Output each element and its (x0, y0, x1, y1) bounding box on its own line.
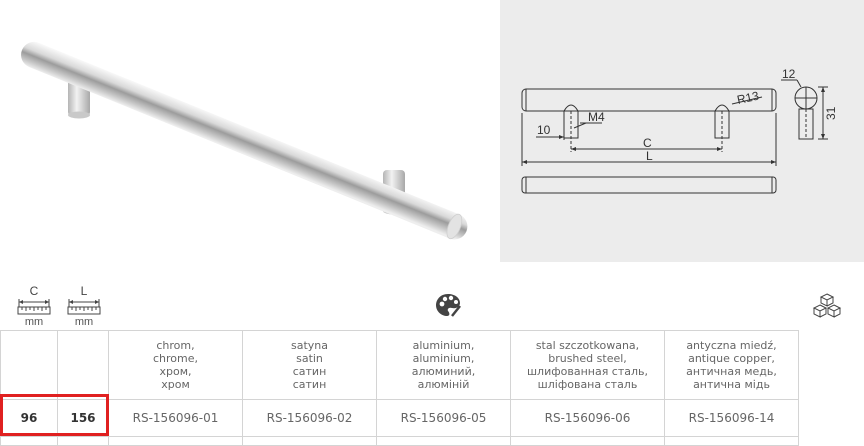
finish-label-line: алюминий, (411, 365, 476, 378)
row-highlight-box (0, 394, 109, 436)
finish-label-line: сатин (292, 378, 327, 391)
c-dimension-icon (14, 284, 54, 328)
dim-l-label: L (646, 149, 653, 163)
header-cell-l (58, 331, 109, 400)
finish-label-line: aluminium, (412, 352, 475, 365)
product-code-cell: RS-156096-06 (511, 400, 665, 437)
dim-r13-label: R13 (735, 88, 761, 107)
c-dimension-unit: mm (24, 316, 44, 328)
l-dimension-unit: mm (74, 316, 94, 328)
finish-label-line: сатин (292, 365, 327, 378)
product-code-cell: RS-156096-01 (109, 400, 243, 437)
finish-label-line: шлифованная сталь, (526, 365, 649, 378)
technical-drawing (500, 0, 864, 262)
finish-header-antique-copper (665, 331, 799, 400)
l-dimension-icon (64, 284, 104, 328)
l-dimension-letter: L (80, 284, 88, 298)
finish-label-line: шліфована сталь (537, 378, 638, 391)
l-value-cell: 156 (58, 400, 109, 437)
ruler-icon (17, 298, 51, 316)
table-row-partial (1, 437, 799, 446)
dim-m4-label: M4 (588, 110, 605, 124)
product-table (0, 330, 799, 446)
finish-label-line: stal szczotkowana, (535, 339, 640, 352)
table-row (1, 400, 799, 437)
dim-12-label: 12 (782, 67, 796, 81)
c-value-cell: 96 (1, 400, 58, 437)
header-cell-c (1, 331, 58, 400)
finish-header-row (1, 331, 799, 400)
dim-31-label: 31 (824, 106, 838, 120)
finish-label-line: chrome, (152, 352, 198, 365)
c-dimension-letter: C (29, 284, 39, 298)
finish-label-line: antyczna miedź, (686, 339, 777, 352)
product-photo (0, 0, 500, 262)
product-code-cell: RS-156096-14 (665, 400, 799, 437)
finish-label-line: brushed steel, (548, 352, 627, 365)
finish-label-line: хром, (159, 365, 192, 378)
finish-label-line: aluminium, (412, 339, 475, 352)
dim-c-label: C (643, 136, 652, 150)
finish-header-brushed-steel (511, 331, 665, 400)
finish-label-line: хром (161, 378, 190, 391)
finish-label-line: satyna (290, 339, 328, 352)
finish-header-chrome (109, 331, 243, 400)
finish-label-line: алюміній (417, 378, 470, 391)
column-icons (0, 282, 864, 330)
finish-label-line: античная медь, (686, 365, 777, 378)
finish-label-line: chrom, (156, 339, 195, 352)
product-code-cell: RS-156096-05 (377, 400, 511, 437)
finish-label-line: satin (296, 352, 323, 365)
cubes-icon (812, 292, 842, 320)
product-code-cell: RS-156096-02 (243, 400, 377, 437)
palette-icon (434, 292, 462, 318)
finish-header-aluminium (377, 331, 511, 400)
finish-label-line: antique copper, (688, 352, 775, 365)
ruler-icon (67, 298, 101, 316)
dim-10-label: 10 (537, 123, 551, 137)
finish-header-satin (243, 331, 377, 400)
finish-label-line: антична мідь (693, 378, 770, 391)
